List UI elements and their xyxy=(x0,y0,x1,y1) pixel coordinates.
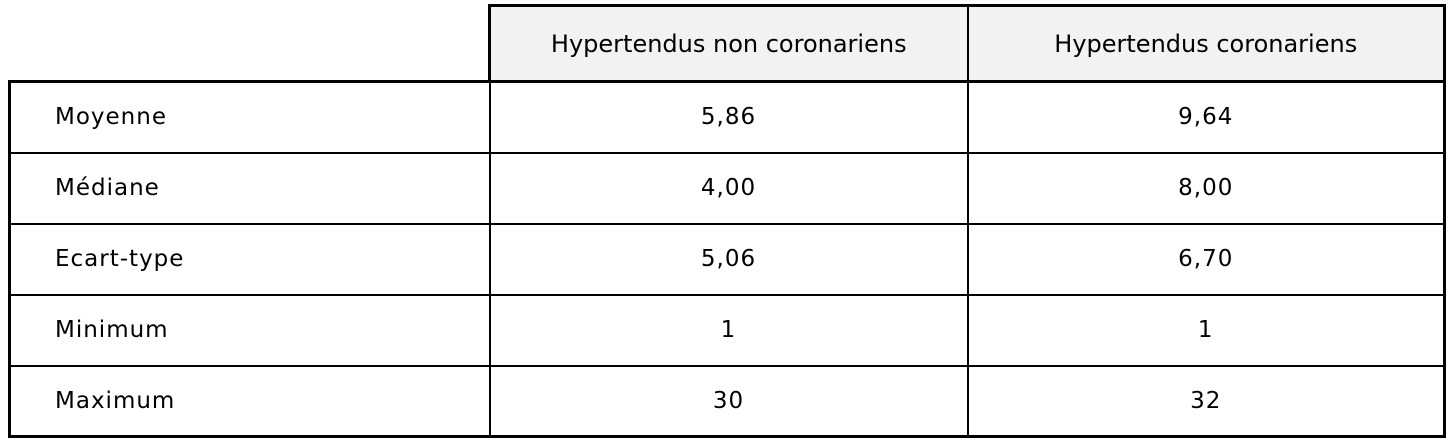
cell-minimum-non-coronary: 1 xyxy=(490,295,968,366)
table-row xyxy=(10,153,1445,224)
cell-std-dev-coronary: 6,70 xyxy=(968,224,1445,295)
empty-corner-cell xyxy=(10,6,490,82)
cell-minimum-coronary: 1 xyxy=(968,295,1445,366)
column-header-coronary: Hypertendus coronariens xyxy=(968,6,1445,82)
cell-maximum-non-coronary: 30 xyxy=(490,366,968,437)
cell-mean-non-coronary: 5,86 xyxy=(490,82,968,153)
cell-maximum-coronary: 32 xyxy=(968,366,1445,437)
table-row xyxy=(10,366,1445,437)
column-header-non-coronary: Hypertendus non coronariens xyxy=(490,6,968,82)
table-row xyxy=(10,224,1445,295)
cell-mean-coronary: 9,64 xyxy=(968,82,1445,153)
table-row xyxy=(10,295,1445,366)
cell-median-coronary: 8,00 xyxy=(968,153,1445,224)
row-label-minimum: Minimum xyxy=(10,295,490,366)
row-label-std-dev: Ecart-type xyxy=(10,224,490,295)
statistics-table xyxy=(8,4,1446,438)
cell-std-dev-non-coronary: 5,06 xyxy=(490,224,968,295)
cell-median-non-coronary: 4,00 xyxy=(490,153,968,224)
header-row xyxy=(10,6,1445,82)
row-label-mean: Moyenne xyxy=(10,82,490,153)
row-label-median: Médiane xyxy=(10,153,490,224)
row-label-maximum: Maximum xyxy=(10,366,490,437)
table-row xyxy=(10,82,1445,153)
